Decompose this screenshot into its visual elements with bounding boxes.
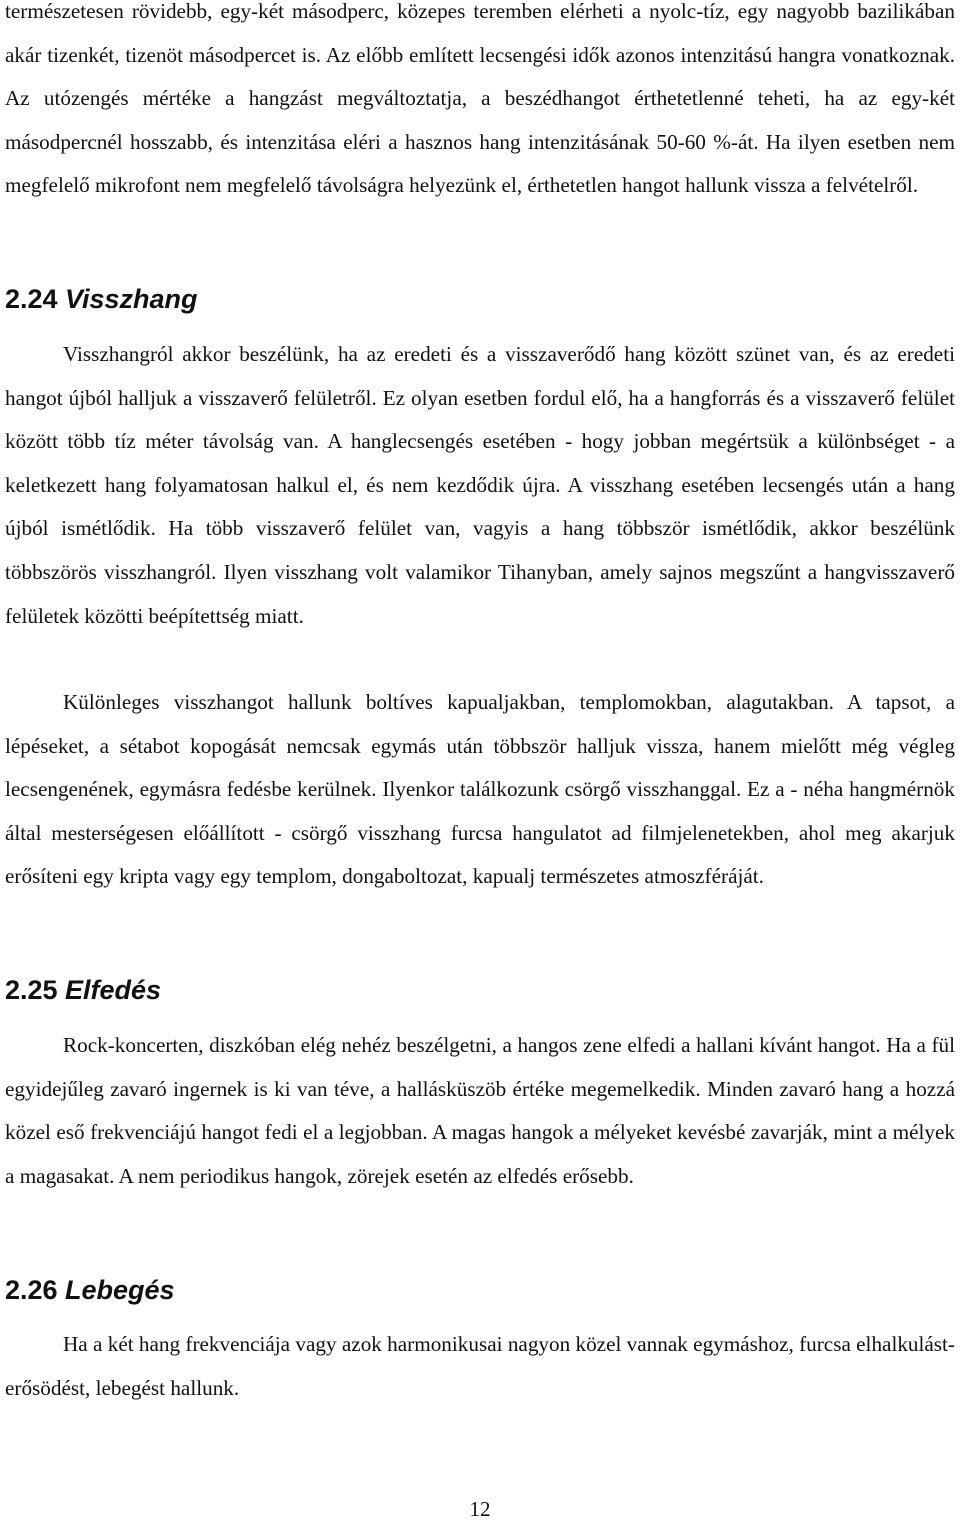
section-heading-visszhang (5, 283, 198, 315)
section-title: Lebegés (65, 1275, 175, 1305)
section-heading-elfedes (5, 974, 161, 1006)
section-number: 2.24 (5, 284, 58, 314)
paragraph-reverberation-continued: természetesen rövidebb, egy-két másodperc, közepes teremben elérheti a nyolc-tíz, egy nagyobb bazilikában akár tizenkét, tizenöt másodpercet is. Az előbb említett lecsengési idők azonos intenzitású hangra vonatkoznak. Az utózengés mértéke a hangzást megváltoztatja, a beszédhangot érthetetlenné teheti, ha az egy-két másodpercnél hosszabb, és intenzitása eléri a hasznos hang intenzitásának 50-60 %-át. Ha ilyen esetben nem megfelelő mikrofont nem megfelelő távolságra helyezünk el, érthetetlen hangot hallunk vissza a felvételről. (5, 0, 955, 198)
section-number: 2.26 (5, 1275, 58, 1305)
paragraph-masking: Rock-koncerten, diszkóban elég nehéz beszélgetni, a hangos zene elfedi a hallani kívánt hangot. Ha a fül egyidejűleg zavaró ingernek is ki van téve, a hallásküszöb értéke megemelkedik. Minden zavaró hang a hozzá közel eső frekvenciájú hangot fedi el a legjobban. A magas hangok a mélyeket kevésbé zavarják, mint a mélyek a magasakat. A nem periodikus hangok, zörejek esetén az elfedés erősebb. (5, 1033, 955, 1188)
paragraph-beating: Ha a két hang frekvenciája vagy azok harmonikusai nagyon közel vannak egymáshoz, furcsa elhalkulást-erősödést, lebegést hallunk. (5, 1332, 955, 1400)
section-title: Visszhang (65, 284, 198, 314)
paragraph-special-echo: Különleges visszhangot hallunk boltíves kapualjakban, templomokban, alagutakban. A tapsot, a lépéseket, a sétabot kopogását nemcsak egymás után többször halljuk vissza, hanem mielőtt még végleg lecsengenének, egymásra fedésbe kerülnek. Ilyenkor találkozunk csörgő visszhanggal. Ez a - néha hangmérnök által mesterségesen előállított - csörgő visszhang furcsa hangulatot ad filmjelenetekben, ahol meg akarjuk erősíteni egy kripta vagy egy templom, dongaboltozat, kapualj természetes atmoszféráját. (5, 690, 955, 889)
page-number: 12 (469, 1497, 491, 1521)
paragraph-echo-definition: Visszhangról akkor beszélünk, ha az eredeti és a visszaverődő hang között szünet van, és az eredeti hangot újból halljuk a visszaverő felületről. Ez olyan esetben fordul elő, ha a hangforrás és a visszaverő felület között több tíz méter távolság van. A hanglecsengés esetében - hogy jobban megértsük a különbséget - a keletkezett hang folyamatosan halkul el, és nem kezdődik újra. A visszhang esetében lecsengés után a hang újból ismétlődik. Ha több visszaverő felület van, vagyis a hang többször ismétlődik, akkor beszélünk többszörös visszhangról. Ilyen visszhang volt valamikor Tihanyban, amely sajnos megszűnt a hangvisszaverő felületek közötti beépítettség miatt. (5, 342, 955, 628)
section-number: 2.25 (5, 975, 58, 1005)
section-heading-lebeges (5, 1274, 175, 1306)
section-title: Elfedés (65, 975, 162, 1005)
